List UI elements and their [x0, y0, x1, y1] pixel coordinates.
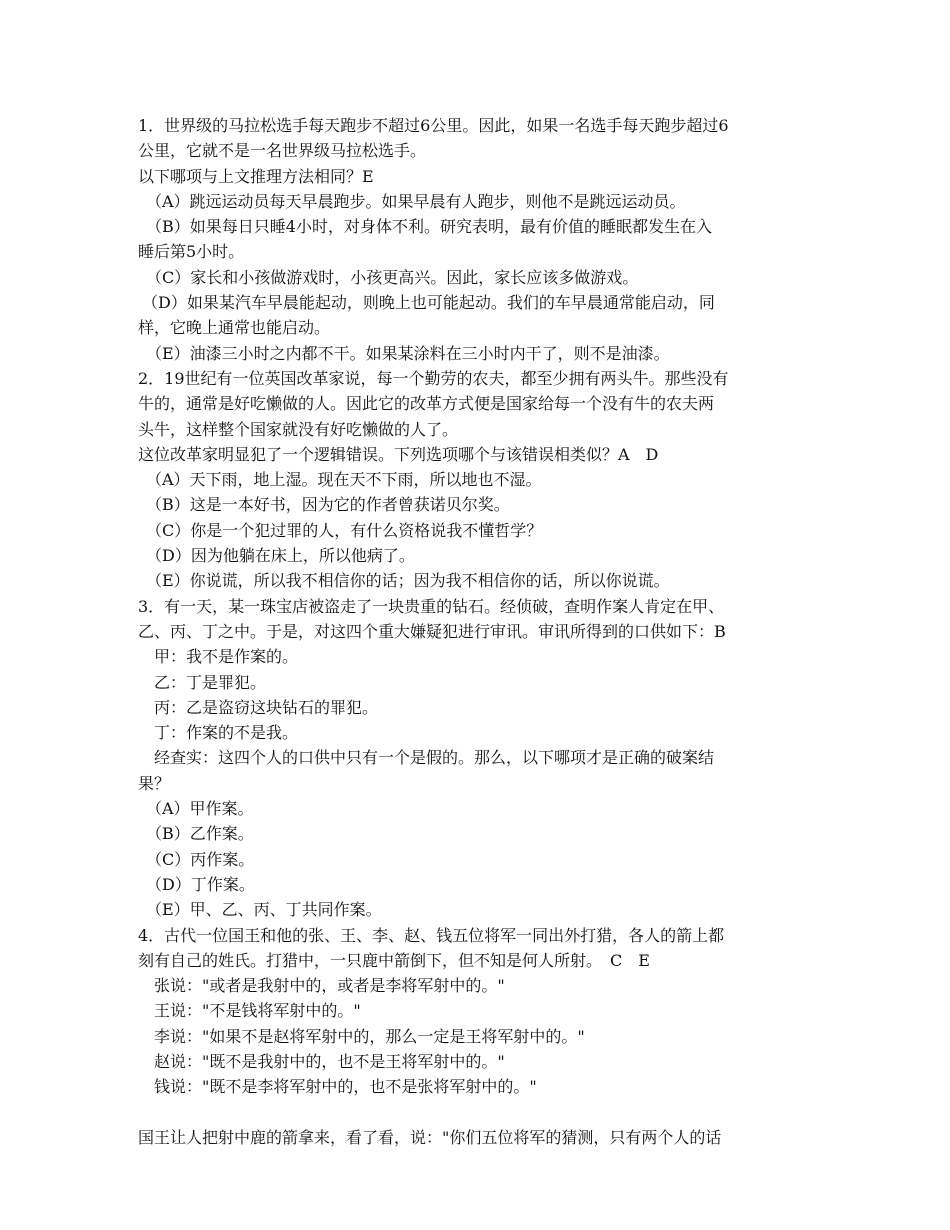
question-2-option-d: （D）因为他躺在床上，所以他病了。	[146, 546, 415, 566]
question-1-option-d: （D）如果某汽车早晨能起动，则晚上也可能起动。我们的车早晨通常能启动，同	[142, 293, 715, 313]
question-2-line-1: 2．19世纪有一位英国改革家说，每一个勤劳的农夫，都至少拥有两头牛。那些没有	[138, 368, 729, 388]
question-3-option-d: （D）丁作案。	[146, 874, 255, 894]
question-3-line-2: 乙、丙、丁之中。于是，对这四个重大嫌疑犯进行审讯。审讯所得到的口供如下：B	[138, 621, 726, 641]
question-4-statement-qian: 钱说："既不是李将军射中的，也不是张将军射中的。"	[154, 1077, 537, 1097]
question-4-line-2: 刻有自己的姓氏。打猎中，一只鹿中箭倒下，但不知是何人所射。 C E	[138, 950, 650, 970]
question-4-line-1: 4．古代一位国王和他的张、王、李、赵、钱五位将军一同出外打猎，各人的箭上都	[138, 925, 725, 945]
question-3-statement-yi: 乙：丁是罪犯。	[154, 672, 267, 692]
question-4-statement-li: 李说："如果不是赵将军射中的，那么一定是王将军射中的。"	[154, 1026, 585, 1046]
question-2-option-a: （A）天下雨，地上湿。现在天不下雨，所以地也不湿。	[146, 470, 542, 490]
question-4-tail: 国王让人把射中鹿的箭拿来，看了看，说："你们五位将军的猜测，只有两个人的话	[138, 1127, 722, 1147]
question-2	[138, 366, 818, 594]
question-2-option-e: （E）你说谎，所以我不相信你的话；因为我不相信你的话，所以你说谎。	[146, 571, 670, 591]
question-3-line-1: 3．有一天，某一珠宝店被盗走了一块贵重的钻石。经侦破，查明作案人肯定在甲、	[138, 596, 725, 616]
paragraph-gap	[138, 1100, 818, 1125]
question-1	[138, 113, 818, 366]
question-3	[138, 594, 818, 923]
question-3-prompt: 经查实：这四个人的口供中只有一个是假的。那么，以下哪项才是正确的破案结	[154, 748, 715, 768]
question-1-option-e: （E）油漆三小时之内都不干。如果某涂料在三小时内干了，则不是油漆。	[146, 343, 670, 363]
question-3-option-c: （C）丙作案。	[146, 849, 255, 869]
question-2-option-b: （B）这是一本好书，因为它的作者曾获诺贝尔奖。	[146, 495, 510, 515]
question-4-statement-zhao: 赵说："既不是我射中的，也不是王将军射中的。"	[154, 1051, 505, 1071]
question-1-option-b-cont: 睡后第5小时。	[138, 242, 245, 262]
question-1-option-c: （C）家长和小孩做游戏时，小孩更高兴。因此，家长应该多做游戏。	[146, 267, 639, 287]
question-3-option-b: （B）乙作案。	[146, 824, 254, 844]
question-1-option-a: （A）跳远运动员每天早晨跑步。如果早晨有人跑步，则他不是跳远运动员。	[146, 191, 686, 211]
question-2-line-2: 牛的，通常是好吃懒做的人。因此它的改革方式便是国家给每一个没有牛的农夫两	[138, 394, 715, 414]
question-1-line-2: 公里，它就不是一名世界级马拉松选手。	[138, 141, 427, 161]
question-3-option-a: （A）甲作案。	[146, 799, 254, 819]
question-3-statement-jia: 甲：我不是作案的。	[154, 647, 299, 667]
question-4	[138, 923, 818, 1151]
question-2-prompt: 这位改革家明显犯了一个逻辑错误。下列选项哪个与该错误相类似？A D	[138, 444, 659, 464]
question-1-prompt: 以下哪项与上文推理方法相同？E	[138, 166, 374, 186]
question-1-line-1: 1．世界级的马拉松选手每天跑步不超过6公里。因此，如果一名选手每天跑步超过6	[138, 116, 729, 135]
question-3-statement-bing: 丙：乙是盗窃这块钻石的罪犯。	[154, 697, 379, 717]
question-4-statement-wang: 王说："不是钱将军射中的。"	[154, 1001, 361, 1021]
question-4-statement-zhang: 张说："或者是我射中的，或者是李将军射中的。"	[154, 976, 505, 996]
question-3-statement-ding: 丁：作案的不是我。	[154, 723, 299, 743]
question-2-line-3: 头牛，这样整个国家就没有好吃懒做的人了。	[138, 419, 459, 439]
question-3-option-e: （E）甲、乙、丙、丁共同作案。	[146, 900, 382, 920]
question-1-option-b: （B）如果每日只睡4小时，对身体不利。研究表明，最有价值的睡眠都发生在入	[146, 217, 712, 237]
question-2-option-c: （C）你是一个犯过罪的人，有什么资格说我不懂哲学？	[146, 520, 543, 540]
question-3-prompt-cont: 果？	[138, 773, 171, 793]
question-1-option-d-cont: 样，它晚上通常也能启动。	[138, 318, 331, 338]
document-page	[138, 113, 818, 1150]
